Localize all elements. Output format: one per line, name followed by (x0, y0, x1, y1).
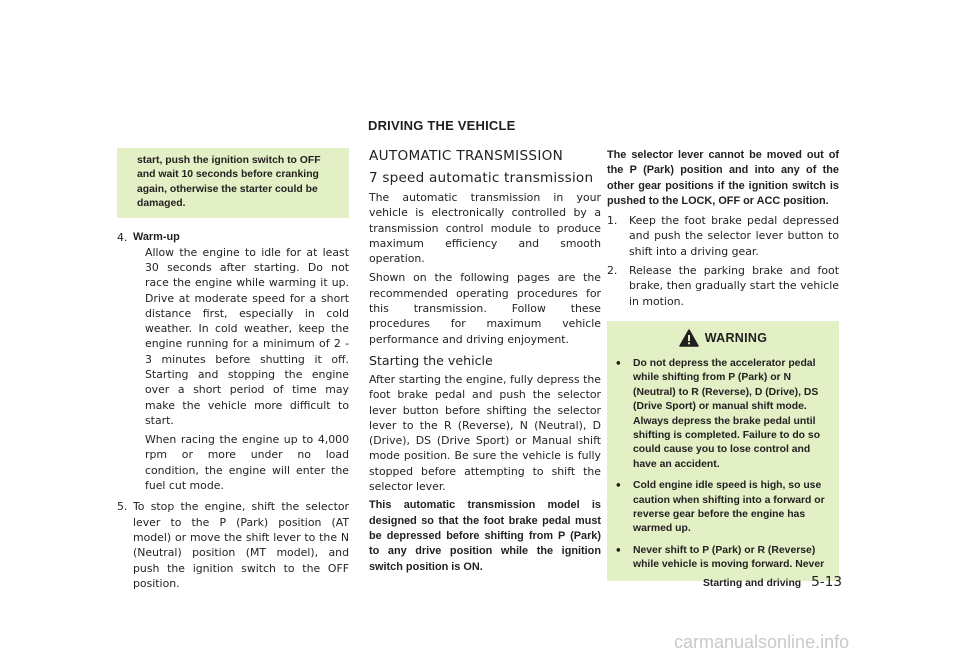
column-left (117, 148, 349, 591)
bullet-dot-icon: • (615, 480, 622, 493)
paragraph: The automatic transmission in your vehicle is electronically controlled by a transmission control module to produce maximum efficiency and smooth operation. (369, 191, 601, 266)
subheading-7-speed: 7 speed automatic transmission (369, 170, 594, 186)
step-item (607, 263, 839, 309)
warning-bullet-text: Do not depress the accelerator pedal while shifting from P (Park) or N (Neutral) to R (Reverse), D (Drive), DS (Drive Sport) or manual shift mode. Always depress the brake pedal until shifting is completed. Failure to do so could cause you to lose control and have an accident. (633, 357, 821, 470)
heading-automatic-transmission: AUTOMATIC TRANSMISSION (369, 148, 564, 164)
warning-header (615, 329, 831, 347)
warning-box (607, 321, 839, 581)
column-middle (369, 148, 601, 575)
page-number: 5-13 (811, 574, 842, 590)
footer-section: Starting and driving (703, 578, 802, 589)
step-text: Release the parking brake and foot brake, then gradually start the vehicle in motion. (629, 264, 839, 308)
caution-box (117, 148, 349, 218)
item-title: Warm-up (133, 230, 180, 243)
list-item-warm-up (117, 230, 349, 494)
warning-label: WARNING (704, 330, 768, 345)
list-item-stop-engine (117, 499, 349, 591)
warning-bullet-text: Never shift to P (Park) or R (Reverse) while vehicle is moving forward. Never (633, 544, 825, 571)
item-paragraph: Allow the engine to idle for at least 30 seconds after starting. Do not race the engine while warming it up. Drive at moderate speed for a short distance first, especially in cold weather. In cold weather, keep the engine running for a minimum of 2 - 3 minutes before shutting it off. Starting and stopping the engine over a short period of time may make the vehicle more difficult to start. (145, 245, 349, 427)
step-number: 2. (607, 264, 618, 278)
list-number: 4. (117, 230, 128, 244)
bullet-dot-icon: • (615, 357, 622, 370)
list-number: 5. (117, 500, 128, 514)
bullet-dot-icon: • (615, 544, 622, 557)
subheading-starting-vehicle: Starting the vehicle (369, 352, 493, 368)
caution-text: start, push the ignition switch to OFF and wait 10 seconds before cranking again, otherwise the starter could be damaged. (137, 155, 321, 210)
warning-bullet (615, 357, 831, 472)
warning-bullet (615, 479, 831, 537)
page-footer (703, 574, 842, 590)
warning-triangle-icon (679, 329, 699, 347)
paragraph: After starting the engine, fully depress the foot brake pedal and push the selector lever button before shifting the selector lever to the R (Reverse), N (Neutral), D (Drive), DS (Drive Sport) or Manual shift mode position. Be sure the vehicle is fully stopped before attempting to shift the selector lever. (369, 372, 601, 494)
paragraph: Shown on the following pages are the recommended operating procedures for this transmission. Follow these procedures for maximum vehicle performance and driving enjoyment. (369, 271, 601, 346)
step-text: Keep the foot brake pedal depressed and push the selector lever button to shift into a driving gear. (629, 214, 839, 258)
item-paragraph: To stop the engine, shift the selector lever to the P (Park) position (AT model) or move the shift lever to the N (Neutral) position (MT model), and push the ignition switch to the OFF position. (133, 500, 349, 590)
watermark: carmanualsonline.info (674, 632, 850, 652)
column-right (607, 148, 839, 581)
step-number: 1. (607, 214, 618, 228)
bold-paragraph: The selector lever cannot be moved out of the P (Park) position and into any of the other gear positions if the ignition switch is pushed to the LOCK, OFF or ACC position. (607, 149, 839, 207)
warning-bullet-text: Cold engine idle speed is high, so use caution when shifting into a forward or reverse gear before the engine has warmed up. (633, 480, 825, 535)
item-paragraph: When racing the engine up to 4,000 rpm or more under no load condition, the engine will enter the fuel cut mode. (145, 433, 349, 493)
warning-bullet (615, 544, 831, 573)
bold-paragraph: This automatic transmission model is designed so that the foot brake pedal must be depressed before shifting from P (Park) to any drive position while the ignition switch position is ON. (369, 499, 601, 573)
section-title: DRIVING THE VEHICLE (368, 118, 516, 133)
step-item (607, 213, 839, 259)
